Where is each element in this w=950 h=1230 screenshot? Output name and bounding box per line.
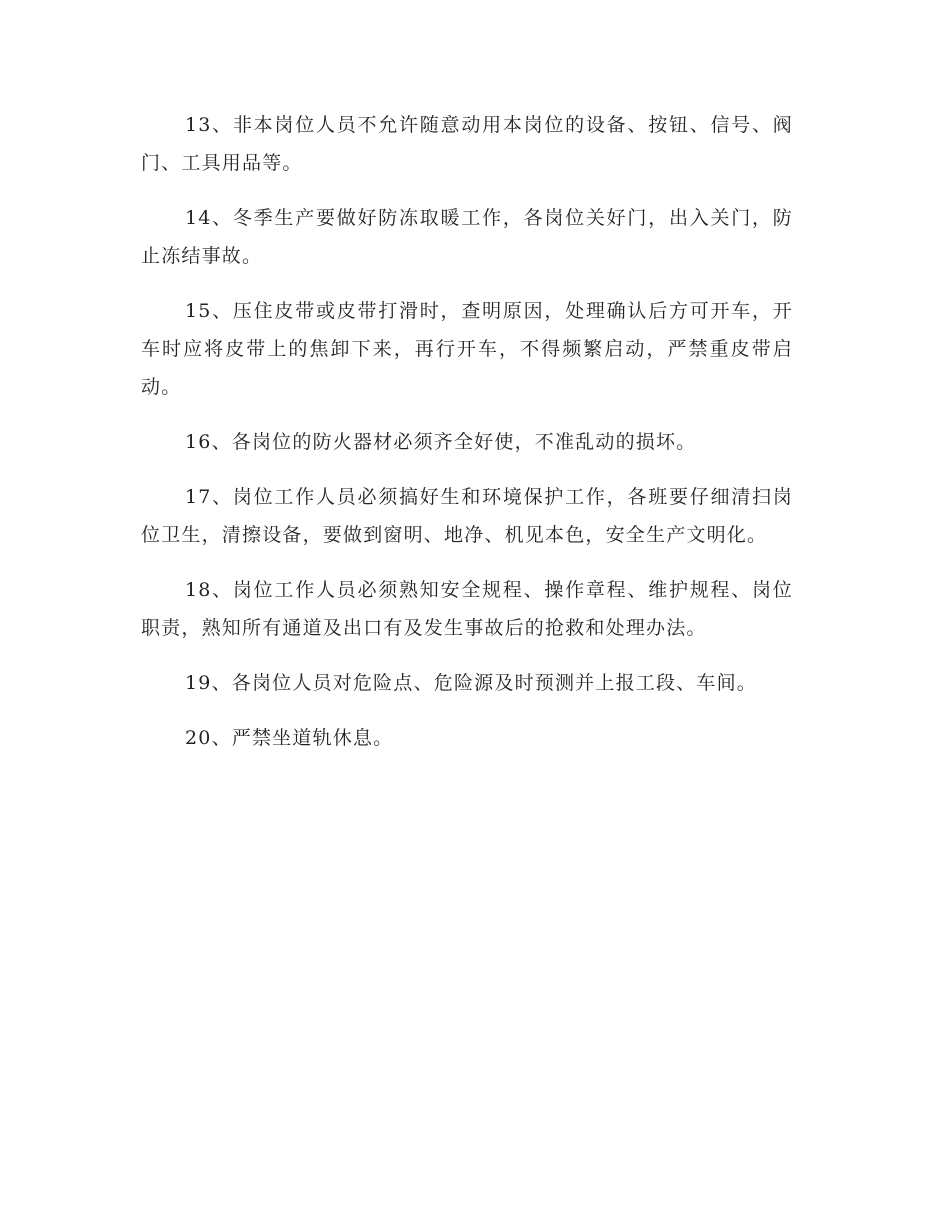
rule-16: 16、各岗位的防火器材必须齐全好使，不准乱动的损坏。 bbox=[185, 431, 697, 453]
rule-19: 19、各岗位人员对危险点、危险源及时预测并上报工段、车间。 bbox=[185, 672, 757, 694]
rule-14: 14、冬季生产要做好防冻取暖工作，各岗位关好门，出入关门，防止冻结事故。 bbox=[141, 207, 793, 267]
rule-18: 18、岗位工作人员必须熟知安全规程、操作章程、维护规程、岗位职责，熟知所有通道及出口有及发生事故后的抢救和处理办法。 bbox=[141, 579, 793, 639]
rule-15: 15、压住皮带或皮带打滑时，查明原因，处理确认后方可开车，开车时应将皮带上的焦卸下来，再行开车，不得频繁启动，严禁重皮带启动。 bbox=[141, 300, 793, 398]
rule-20: 20、严禁坐道轨休息。 bbox=[185, 727, 394, 749]
rule-13: 13、非本岗位人员不允许随意动用本岗位的设备、按钮、信号、阀门、工具用品等。 bbox=[141, 114, 793, 174]
document-body bbox=[141, 106, 793, 774]
rule-17: 17、岗位工作人员必须搞好生和环境保护工作，各班要仔细清扫岗位卫生，清擦设备，要做到窗明、地净、机见本色，安全生产文明化。 bbox=[141, 486, 793, 546]
